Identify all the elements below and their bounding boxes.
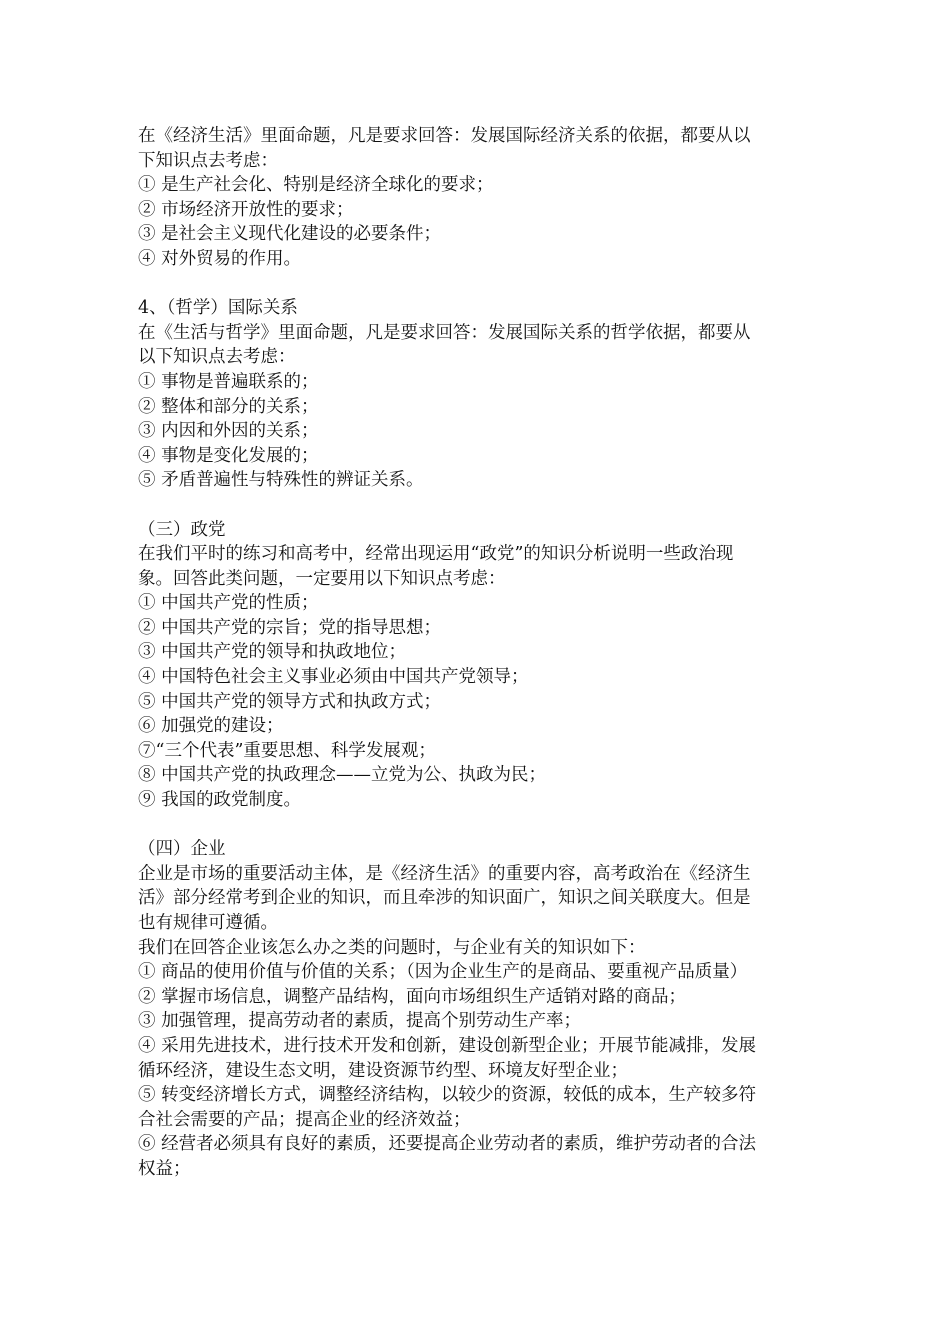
section-heading: （三）政党 xyxy=(138,519,226,540)
list-item: ⑧ 中国共产党的执政理念——立党为公、执政为民； xyxy=(138,765,547,786)
list-item: ⑤ 矛盾普遍性与特殊性的辨证关系。 xyxy=(138,470,424,491)
list-item: ③ 是社会主义现代化建设的必要条件； xyxy=(138,224,442,245)
paragraph-line: 也有规律可遵循。 xyxy=(138,913,278,933)
section-spacer xyxy=(138,272,818,297)
paragraph-line: 以下知识点去考虑： xyxy=(138,347,296,368)
list-item: ② 掌握市场信息，调整产品结构，面向市场组织生产适销对路的商品； xyxy=(138,986,687,1007)
list-item: ② 市场经济开放性的要求； xyxy=(138,199,354,220)
paragraph-line: 象。回答此类问题，一定要用以下知识点考虑： xyxy=(138,568,506,589)
section-spacer xyxy=(138,813,818,838)
list-item: ③ 内因和外因的关系； xyxy=(138,421,319,442)
list-item: ③ 中国共产党的领导和执政地位； xyxy=(138,642,407,663)
section-enterprise xyxy=(138,837,818,1181)
paragraph-line: 在我们平时的练习和高考中，经常出现运用“政党”的知识分析说明一些政治现 xyxy=(138,544,734,565)
list-item: ④ 事物是变化发展的； xyxy=(138,445,319,466)
paragraph-line: 在《生活与哲学》里面命题，凡是要求回答：发展国际关系的哲学依据，都要从 xyxy=(138,322,751,343)
list-item: ① 中国共产党的性质； xyxy=(138,593,319,614)
list-item: ⑦“三个代表”重要思想、科学发展观； xyxy=(138,740,436,761)
paragraph-line: 企业是市场的重要活动主体，是《经济生活》的重要内容，高考政治在《经济生 xyxy=(138,863,751,884)
list-item: ② 中国共产党的宗旨；党的指导思想； xyxy=(138,617,442,638)
section-political-party xyxy=(138,518,818,813)
list-item: ⑤ 转变经济增长方式，调整经济结构，以较少的资源，较低的成本，生产较多符 xyxy=(138,1085,757,1106)
paragraph-line: 在《经济生活》里面命题，凡是要求回答：发展国际经济关系的依据，都要从以 xyxy=(138,126,751,146)
list-item: ④ 中国特色社会主义事业必须由中国共产党领导； xyxy=(138,667,529,688)
section-philosophy-intl-relations xyxy=(138,296,818,493)
list-item: ⑥ 加强党的建设； xyxy=(138,716,284,737)
list-item: ⑨ 我国的政党制度。 xyxy=(138,790,302,811)
list-item-continuation: 权益； xyxy=(138,1158,191,1179)
paragraph-line: 下知识点去考虑： xyxy=(138,150,278,171)
list-item: ① 事物是普遍联系的； xyxy=(138,371,319,392)
section-heading: （四）企业 xyxy=(138,839,226,860)
paragraph-line: 我们在回答企业该怎么办之类的问题时，与企业有关的知识如下： xyxy=(138,937,646,958)
paragraph-line: 活》部分经常考到企业的知识，而且牵涉的知识面广，知识之间关联度大。但是 xyxy=(138,888,751,909)
list-item: ④ 对外贸易的作用。 xyxy=(138,248,302,269)
list-item: ④ 采用先进技术，进行技术开发和创新，建设创新型企业；开展节能减排，发展 xyxy=(138,1035,757,1056)
list-item: ⑥ 经营者必须具有良好的素质，还要提高企业劳动者的素质，维护劳动者的合法 xyxy=(138,1134,757,1155)
section-spacer xyxy=(138,493,818,518)
list-item: ③ 加强管理，提高劳动者的素质，提高个别劳动生产率； xyxy=(138,1011,582,1032)
list-item-continuation: 循环经济，建设生态文明，建设资源节约型、环境友好型企业； xyxy=(138,1060,628,1081)
list-item-continuation: 合社会需要的产品；提高企业的经济效益； xyxy=(138,1109,471,1130)
list-item: ② 整体和部分的关系； xyxy=(138,396,319,417)
section-heading: 4、（哲学）国际关系 xyxy=(138,298,298,319)
list-item: ① 商品的使用价值与价值的关系；（因为企业生产的是商品、要重视产品质量） xyxy=(138,962,748,983)
section-intl-economy xyxy=(138,124,818,272)
list-item: ① 是生产社会化、特别是经济全球化的要求； xyxy=(138,175,494,196)
document-page xyxy=(138,124,818,1182)
list-item: ⑤ 中国共产党的领导方式和执政方式； xyxy=(138,691,442,712)
